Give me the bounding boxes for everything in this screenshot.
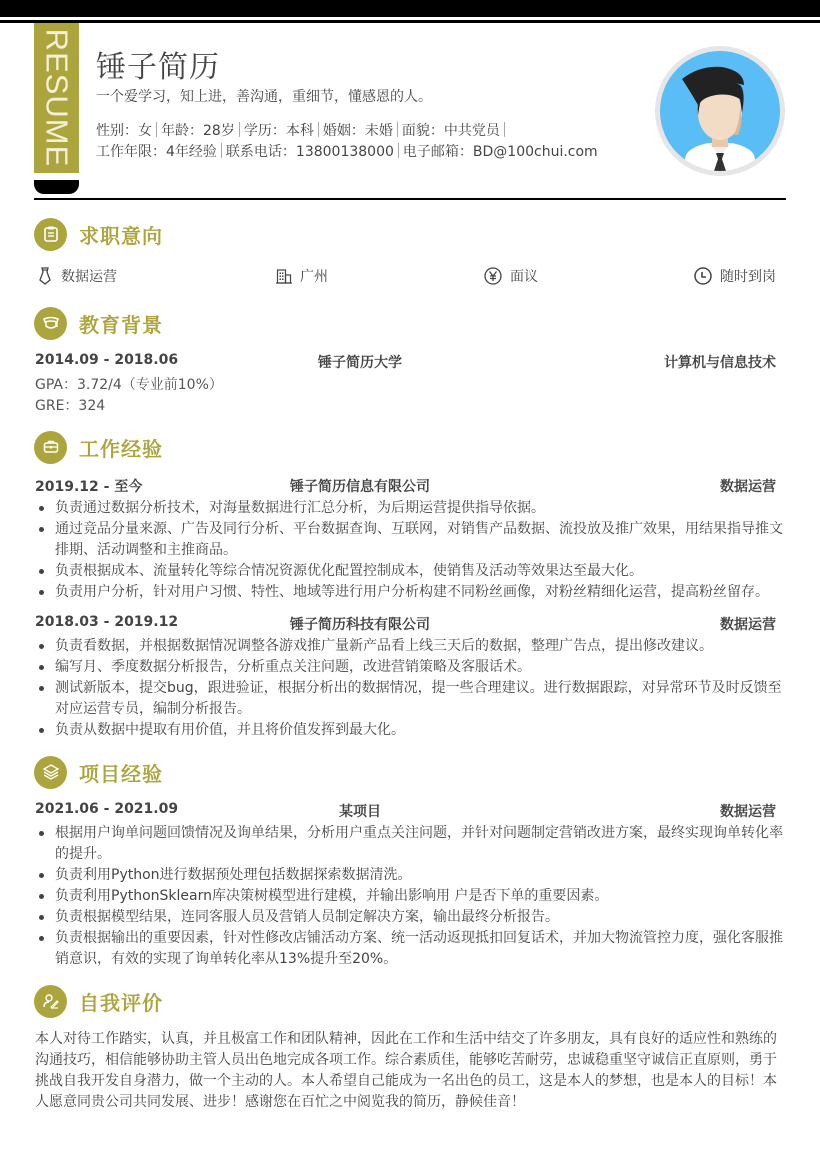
- intent-city: [276, 266, 328, 286]
- job-row: [35, 476, 776, 496]
- basic-info-line-1: [96, 120, 509, 140]
- list-item: 测试新版本，提交bug，跟进验证，根据分析出的数据情况，提一些合理建议。进行数据跟踪，对异常环节及时反馈至对应运营专员，编制分析报告。: [35, 678, 787, 720]
- job-role: 数据运营: [720, 479, 776, 495]
- education-row: [35, 352, 776, 372]
- clipboard-icon: [34, 218, 67, 251]
- job-duties-list: [35, 636, 787, 741]
- header-divider: [34, 198, 786, 200]
- job-company: 锤子简历科技有限公司: [290, 617, 430, 633]
- self-evaluation-text: 本人对待工作踏实，认真，并且极富工作和团队精神，因此在工作和生活中结交了许多朋友，具有良好的适应性和熟练的沟通技巧，相信能够协助主管人员出色地完成各项工作。综合素质佳，能够吃苦耐劳，忠诚稳重坚守诚信正直原则，勇于挑战自我开发自身潜力，做一个主动的人。本人希望自己能成为一名出色的员工，这是本人的梦想，也是本人的目标！本人愿意同贵公司共同发展、进步！感谢您在百忙之中阅览我的简历，静候佳音！: [35, 1031, 777, 1110]
- education-school: 锤子简历大学: [318, 355, 402, 371]
- education-date: 2014.09 - 2018.06: [35, 352, 179, 368]
- info-email: 电子邮箱：BD@100chui.com: [402, 144, 598, 160]
- divider: [397, 122, 398, 137]
- section-header-self: [34, 984, 163, 1018]
- intent-city-label: 广州: [300, 269, 328, 285]
- intent-availability-label: 随时到岗: [720, 269, 776, 285]
- intent-availability: [694, 266, 776, 286]
- user-edit-icon: [34, 985, 67, 1018]
- info-age: 年龄：28岁: [161, 123, 235, 139]
- list-item: 负责通过数据分析技术，对海量数据进行汇总分析，为后期运营提供指导依据。: [35, 498, 787, 519]
- motto: 一个爱学习，知上进，善沟通，重细节，懂感恩的人。: [96, 89, 432, 105]
- education-major: 计算机与信息技术: [664, 355, 776, 371]
- divider: [504, 122, 505, 137]
- info-marital: 婚姻：未婚: [322, 123, 393, 139]
- education-gpa: GPA：3.72/4（专业前10%）: [35, 377, 223, 393]
- divider: [221, 143, 222, 158]
- section-title: 项目经验: [79, 761, 163, 786]
- section-header-work: [34, 430, 163, 464]
- project-duties-list: [35, 823, 787, 970]
- project-row: [35, 801, 776, 821]
- info-political: 面貌：中共党员: [401, 123, 500, 139]
- briefcase-icon: [34, 431, 67, 464]
- list-item: 负责利用PythonSklearn库决策树模型进行建模，并输出影响用 户是否下单的重要因素。: [35, 886, 787, 907]
- section-title: 自我评价: [79, 990, 163, 1015]
- resume-tab-cap: [34, 180, 79, 194]
- info-phone: 联系电话：13800138000: [225, 144, 394, 160]
- resume-tab-label: RESUME: [39, 28, 75, 168]
- section-header-project: [34, 755, 163, 789]
- tie-icon: [37, 267, 53, 285]
- yen-icon: [484, 267, 502, 285]
- building-icon: [276, 268, 292, 284]
- list-item: 根据用户询单问题回馈情况及询单结果，分析用户重点关注问题，并针对问题制定营销改进方案，最终实现询单转化率的提升。: [35, 823, 787, 865]
- top-bar-thin: [0, 20, 820, 23]
- list-item: 负责看数据，并根据数据情况调整各游戏推广量新产品看上线三天后的数据，整理广告点，提出修改建议。: [35, 636, 787, 657]
- project-role: 数据运营: [720, 804, 776, 820]
- divider: [239, 122, 240, 137]
- divider: [318, 122, 319, 137]
- list-item: 负责根据成本、流量转化等综合情况资源优化配置控制成本，使销售及活动等效果达至最大化。: [35, 561, 787, 582]
- project-date: 2021.06 - 2021.09: [35, 801, 179, 817]
- avatar: [655, 46, 785, 176]
- intent-salary-label: 面议: [510, 269, 538, 285]
- job-company: 锤子简历信息有限公司: [290, 479, 430, 495]
- project-name: 某项目: [339, 804, 381, 820]
- divider: [398, 143, 399, 158]
- info-years: 工作年限：4年经验: [96, 144, 217, 160]
- job-date: 2019.12 - 至今: [35, 479, 143, 495]
- job-row: [35, 614, 776, 634]
- job-role: 数据运营: [720, 617, 776, 633]
- list-item: 负责根据模型结果，连同客服人员及营销人员制定解决方案，输出最终分析报告。: [35, 907, 787, 928]
- list-item: 负责根据输出的重要因素，针对性修改店铺活动方案、统一活动返现抵扣回复话术，并加大物流管控力度，强化客服推销意识，有效的实现了询单转化率从13%提升至20%。: [35, 928, 787, 970]
- basic-info-line-2: [96, 141, 598, 161]
- info-degree: 学历：本科: [243, 123, 314, 139]
- clock-icon: [694, 267, 712, 285]
- list-item: 编写月、季度数据分析报告，分析重点关注问题，改进营销策略及客服话术。: [35, 657, 787, 678]
- info-gender: 性别：女: [96, 123, 152, 139]
- intent-position: [37, 266, 117, 286]
- top-bar-thick: [0, 0, 820, 17]
- resume-tab: [34, 23, 79, 173]
- section-header-intent: [34, 217, 163, 251]
- job-date: 2018.03 - 2019.12: [35, 614, 179, 630]
- job-duties-list: [35, 498, 787, 603]
- education-gre: GRE：324: [35, 398, 106, 414]
- list-item: 负责从数据中提取有用价值，并且将价值发挥到最大化。: [35, 720, 787, 741]
- layers-icon: [34, 756, 67, 789]
- intent-salary: [484, 266, 538, 286]
- intent-position-label: 数据运营: [61, 269, 117, 285]
- section-title: 教育背景: [79, 312, 163, 337]
- section-title: 工作经验: [79, 436, 163, 461]
- list-item: 通过竞品分量来源、广告及同行分析、平台数据查询、互联网，对销售产品数据、流投放及推广效果，用结果指导推文排期、活动调整和主推商品。: [35, 519, 787, 561]
- candidate-name: 锤子简历: [96, 50, 220, 85]
- divider: [156, 122, 157, 137]
- avatar-person-icon: [660, 51, 780, 171]
- section-header-education: [34, 306, 163, 340]
- list-item: 负责用户分析，针对用户习惯、特性、地域等进行用户分析构建不同粉丝画像，对粉丝精细化运营，提高粉丝留存。: [35, 582, 787, 603]
- graduation-cap-icon: [34, 307, 67, 340]
- list-item: 负责利用Python进行数据预处理包括数据探索数据清洗。: [35, 865, 787, 886]
- section-title: 求职意向: [79, 223, 163, 248]
